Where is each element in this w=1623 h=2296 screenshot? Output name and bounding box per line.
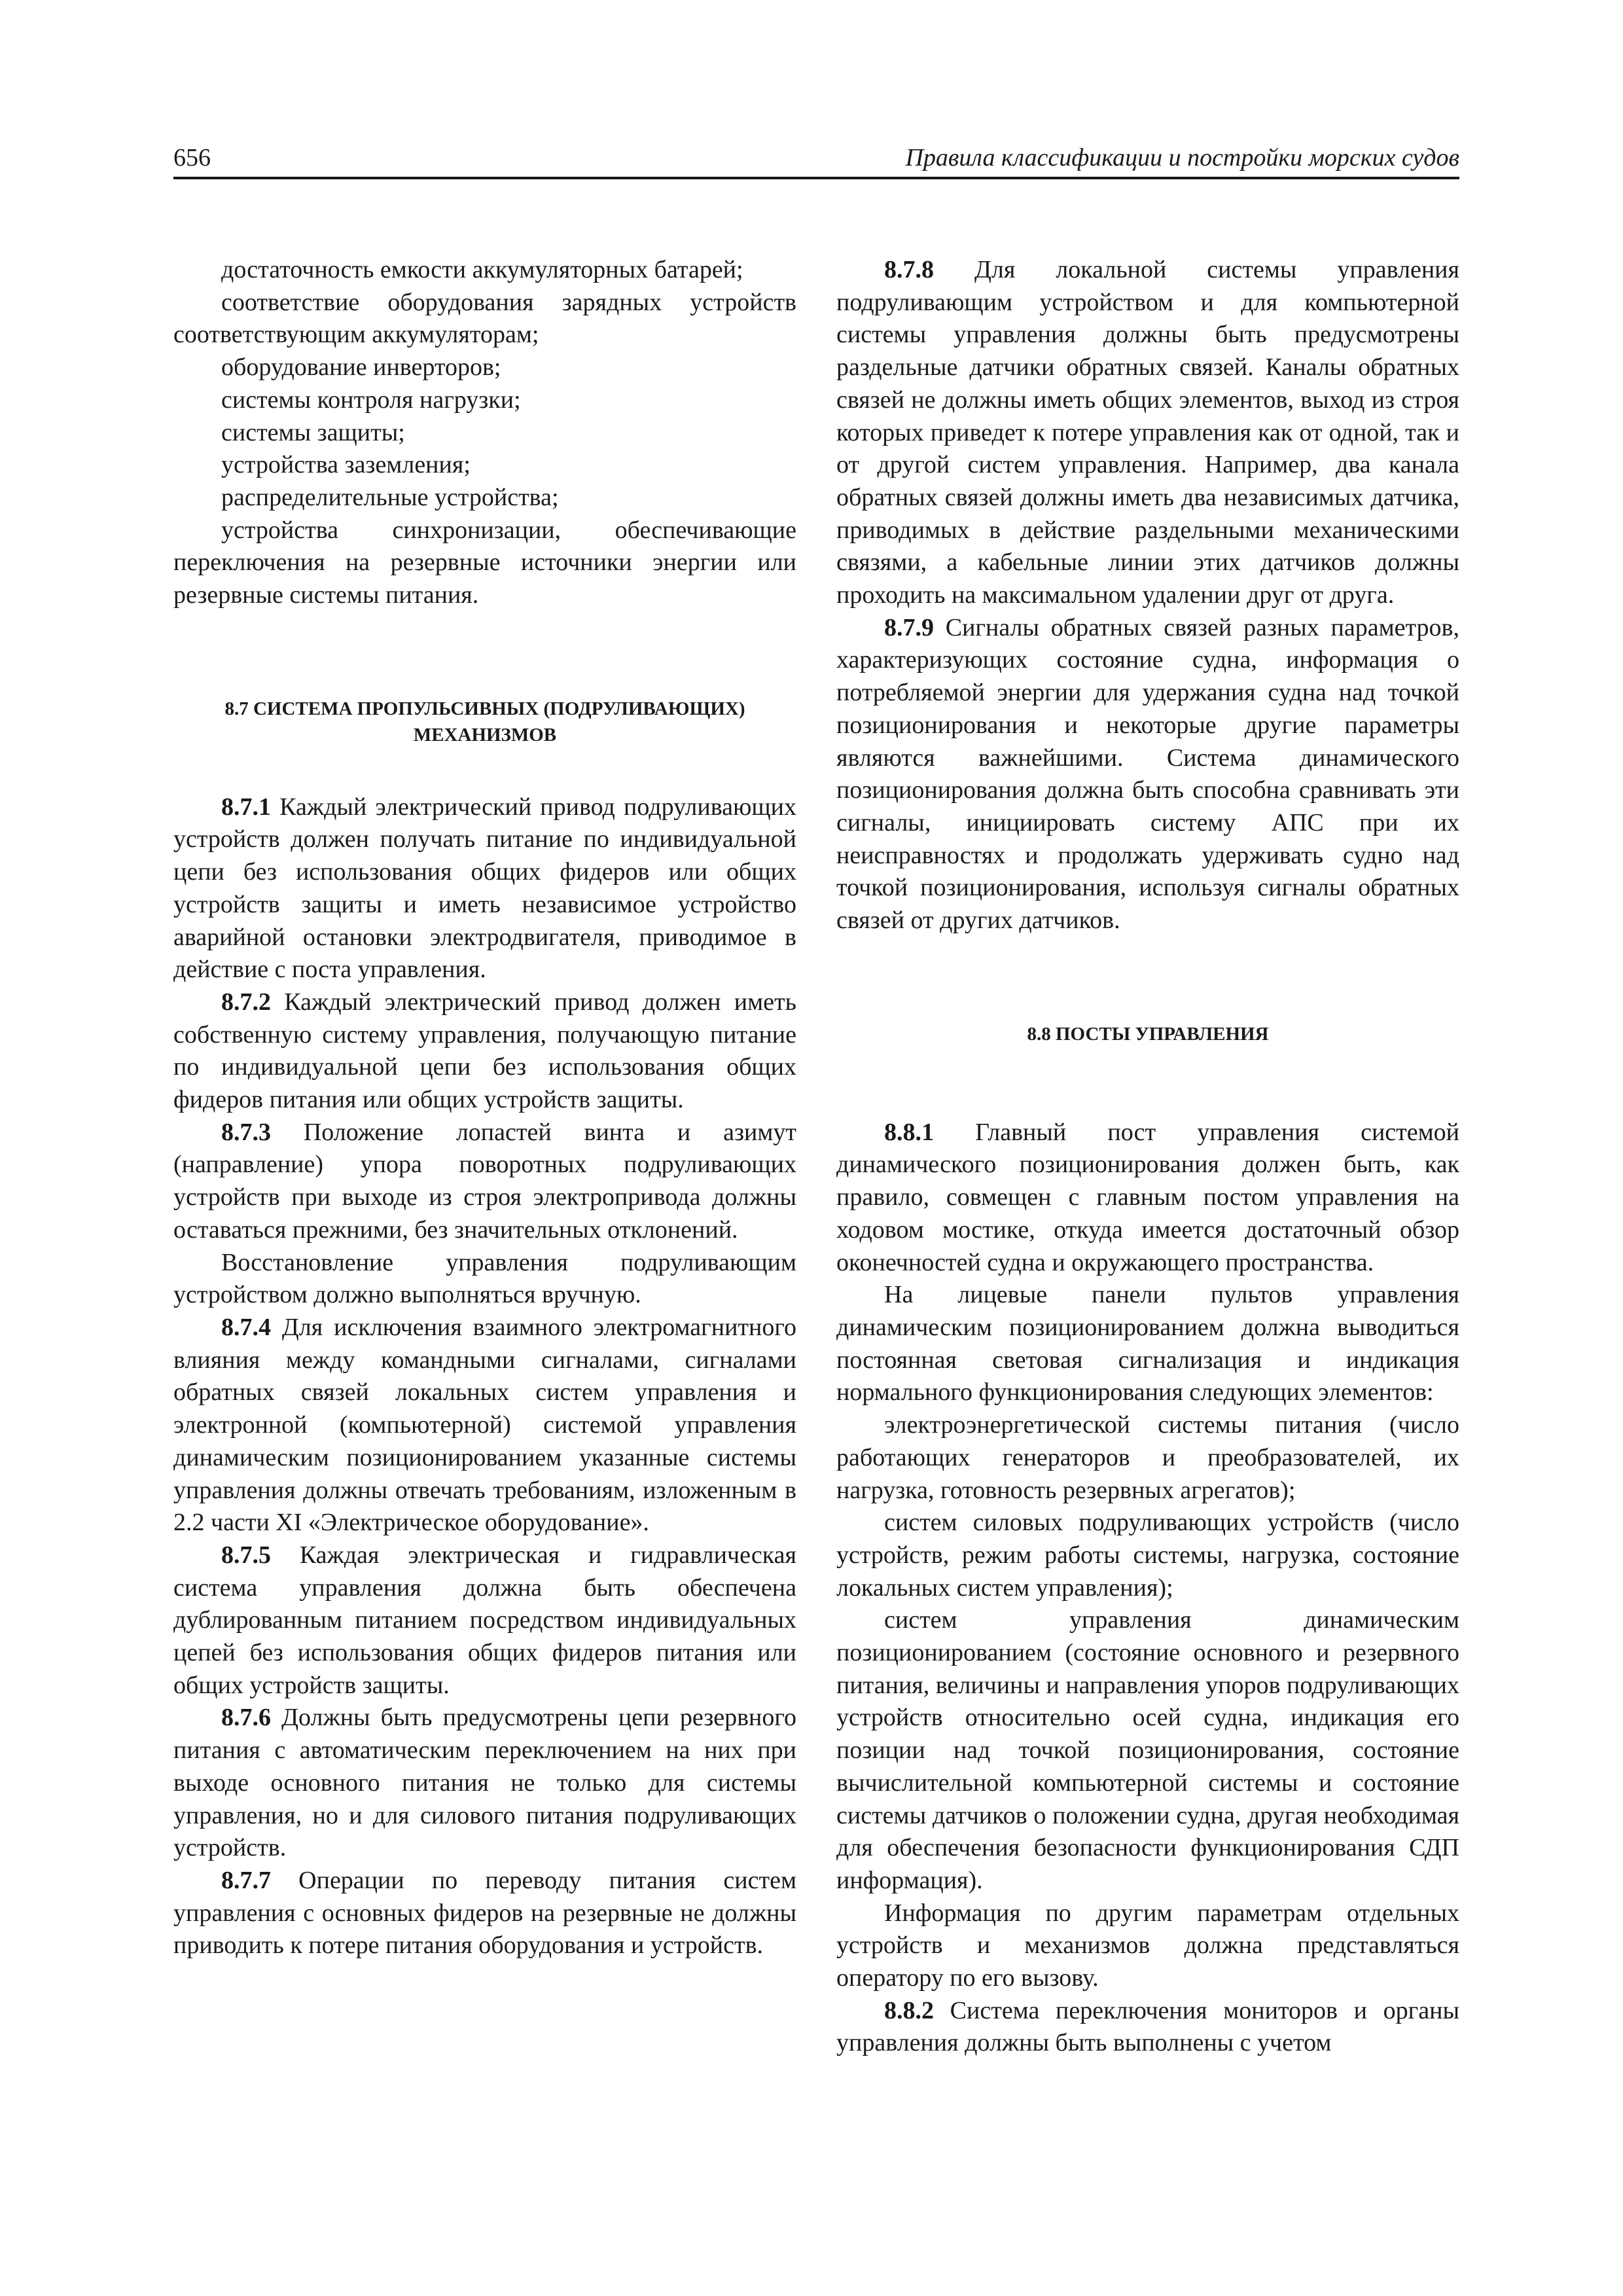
paragraph-8-8-1-c: электроэнергетической системы питания (число работающих генераторов и преобразователей, их нагрузка, готовность резервных агрегатов); bbox=[836, 1411, 1459, 1504]
paragraph-text: Положение лопастей винта и азимут (направление) упора поворотных подруливающих устройств при выходе из строя электропривода должны оставаться прежними, без значительных отклонений. bbox=[173, 1118, 796, 1244]
paragraph-8-7-3 bbox=[173, 1117, 796, 1247]
clause-number: 8.7.3 bbox=[221, 1118, 271, 1146]
paragraph-8-7-2 bbox=[173, 986, 796, 1117]
paragraph-8-7-1 bbox=[173, 791, 796, 986]
clause-number: 8.7.7 bbox=[221, 1866, 271, 1894]
paragraph-8-7-8 bbox=[836, 254, 1459, 612]
paragraph-8-7-5 bbox=[173, 1539, 796, 1702]
list-item: оборудование инверторов; bbox=[221, 353, 501, 382]
list-item: устройства синхронизации, обеспечивающие переключения на резервные источники энергии или резервные системы питания. bbox=[173, 516, 796, 609]
clause-number: 8.7.5 bbox=[221, 1541, 271, 1569]
paragraph-text: Сигналы обратных связей разных параметров, характеризующих состояние судна, информация о потребляемой энергии для удержания судна над точкой позиционирования и некоторые другие параметры являются важнейшими. Система динамического позиционирования должна быть способна сравнивать эти сигналы, инициировать систему АПС при их неисправностях и продолжать удерживать судно над точкой позиционирования, используя сигналы обратных связей от других датчиков. bbox=[836, 613, 1459, 935]
paragraph-8-7-7 bbox=[173, 1865, 796, 1962]
paragraph-8-7-3-cont: Восстановление управления подруливающим устройством должно выполняться вручную. bbox=[173, 1248, 796, 1309]
paragraph-text: Главный пост управления системой динамического позиционирования должен быть, как правило, совмещен с главным постом управления на ходовом мостике, откуда имеется достаточный обзор оконечностей судна и окружающего пространства. bbox=[836, 1118, 1459, 1276]
running-title: Правила классификации и постройки морских судов bbox=[905, 144, 1459, 171]
clause-number: 8.8.1 bbox=[884, 1118, 934, 1146]
paragraph-8-8-1-d: систем силовых подруливающих устройств (число устройств, режим работы системы, нагрузка, состояние локальных систем управления); bbox=[836, 1509, 1459, 1602]
paragraph-text: Система переключения мониторов и органы управления должны быть выполнены с учетом bbox=[836, 1996, 1459, 2057]
right-column bbox=[836, 254, 1459, 2060]
paragraph-8-7-6 bbox=[173, 1702, 796, 1865]
paragraph-text: Каждый электрический привод должен иметь собственную систему управления, получающую питание по индивидуальной цепи без использования общих фидеров питания или общих устройств защиты. bbox=[173, 988, 796, 1114]
left-column bbox=[173, 254, 796, 1962]
clause-number: 8.7.6 bbox=[221, 1704, 271, 1732]
list-item: соответствие оборудования зарядных устройств соответствующим аккумуляторам; bbox=[173, 288, 796, 349]
paragraph-8-7-4 bbox=[173, 1312, 796, 1539]
clause-number: 8.7.8 bbox=[884, 256, 934, 283]
list-item: устройства заземления; bbox=[221, 451, 471, 479]
paragraph-8-7-9 bbox=[836, 612, 1459, 937]
clause-number: 8.7.9 bbox=[884, 613, 934, 641]
paragraph-text: Должны быть предусмотрены цепи резервного питания с автоматическим переключением на них при выходе основного питания не только для системы управления, но и для силового питания подруливающих устройств. bbox=[173, 1704, 796, 1862]
clause-number: 8.7.4 bbox=[221, 1313, 271, 1341]
paragraph-text: Каждый электрический привод подруливающих устройств должен получать питание по индивидуальной цепи без использования общих фидеров или общих устройств защиты и иметь независимое устройство аварийной остановки электродвигателя, приводимое в действие с поста управления. bbox=[173, 793, 796, 984]
list-item: системы контроля нагрузки; bbox=[221, 386, 521, 414]
paragraph-8-8-1-b: На лицевые панели пультов управления динамическим позиционированием должна выводиться постоянная световая сигнализация и индикация нормального функционирования следующих элементов: bbox=[836, 1281, 1459, 1407]
list-item: системы защиты; bbox=[221, 418, 405, 446]
clause-number: 8.7.1 bbox=[221, 793, 271, 821]
paragraph-text: Каждая электрическая и гидравлическая система управления должна быть обеспечена дублированным питанием посредством индивидуальных цепей без использования общих фидеров питания или общих устройств защиты. bbox=[173, 1541, 796, 1699]
list-item: достаточность емкости аккумуляторных батарей; bbox=[221, 256, 743, 283]
paragraph-text: Для локальной системы управления подруливающим устройством и для компьютерной системы управления должны быть предусмотрены раздельные датчики обратных связей. Каналы обратных связей не должны иметь общих элементов, выход из строя которых приведет к потере управления как от одной, так и от другой систем управления. Например, два канала обратных связей должны иметь два независимых датчика, приводимых в действие раздельными механическими связями, а кабельные линии этих датчиков должны проходить на максимальном удалении друг от друга. bbox=[836, 256, 1459, 609]
section-heading-8-7: 8.7 СИСТЕМА ПРОПУЛЬСИВНЫХ (ПОДРУЛИВАЮЩИХ) МЕХАНИЗМОВ bbox=[224, 698, 745, 745]
paragraph-8-8-1-e: систем управления динамическим позиционированием (состояние основного и резервного питания, величины и направления упоров подруливающих устройств относительно осей судна, индикация его позиции над точкой позиционирования, состояние вычислительной компьютерной системы и состояние системы датчиков о положении судна, другая необходимая для обеспечения безопасности функционирования СДП информация). bbox=[836, 1606, 1459, 1894]
paragraph-8-8-1 bbox=[836, 1117, 1459, 1280]
paragraph-text: Операции по переводу питания систем управления с основных фидеров на резервные не должны приводить к потере питания оборудования и устройств. bbox=[173, 1866, 796, 1960]
page-header bbox=[173, 143, 1459, 179]
page-number: 656 bbox=[173, 144, 211, 171]
clause-number: 8.7.2 bbox=[221, 988, 271, 1016]
clause-number: 8.8.2 bbox=[884, 1996, 934, 2024]
list-item: распределительные устройства; bbox=[221, 483, 559, 511]
paragraph-8-8-2 bbox=[836, 1995, 1459, 2060]
section-heading-8-8: 8.8 ПОСТЫ УПРАВЛЕНИЯ bbox=[1027, 1023, 1269, 1045]
paragraph-text: Для исключения взаимного электромагнитного влияния между командными сигналами, сигналами обратных связей локальных систем управления и электронной (компьютерной) системой управления динамическим позиционированием указанные системы управления должны отвечать требованиям, изложенным в 2.2 части XI «Электрическое оборудование». bbox=[173, 1313, 796, 1537]
paragraph-8-8-1-f: Информация по другим параметрам отдельных устройств и механизмов должна представляться оператору по его вызову. bbox=[836, 1899, 1459, 1992]
